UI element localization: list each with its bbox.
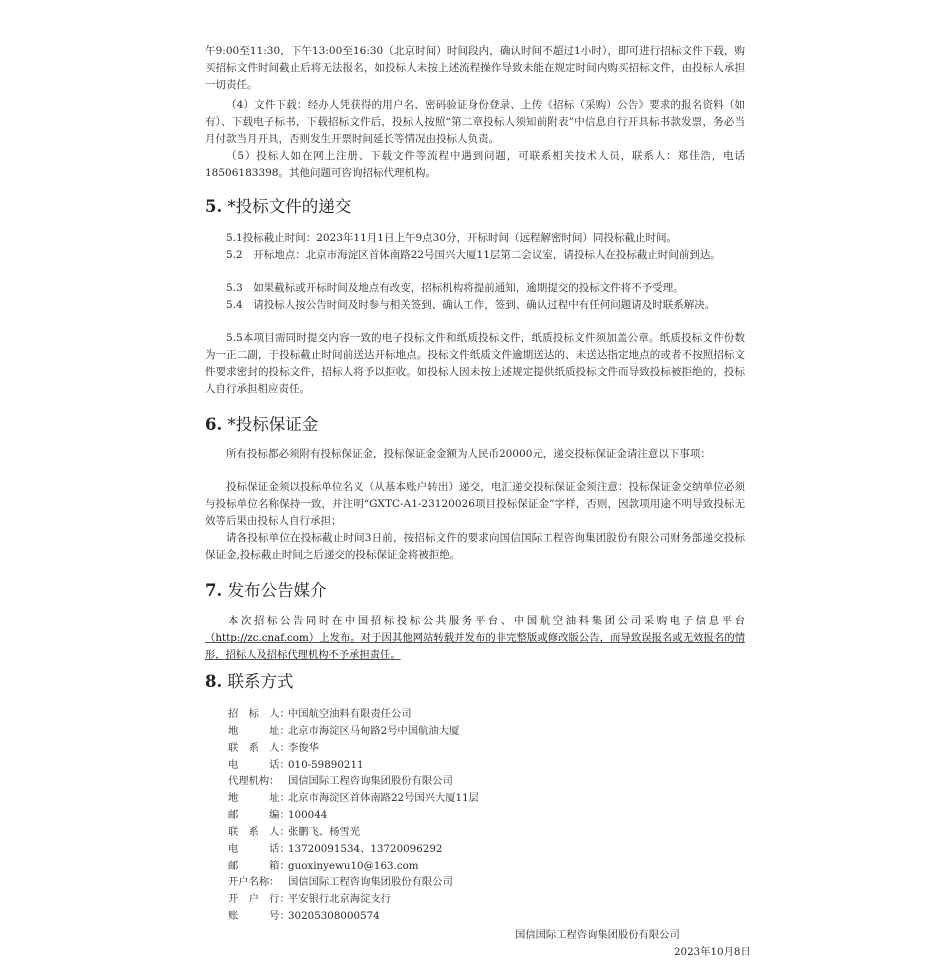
contact-row [228, 757, 479, 774]
contact-label: 邮 箱： [228, 859, 290, 872]
contact-row [228, 740, 479, 757]
section-5-title: *投标文件的递交 [227, 197, 352, 216]
contact-value: 30205308000574 [288, 910, 380, 923]
paragraph-7-media [205, 613, 745, 664]
paragraph-5-2: 5.2 开标地点：北京市海淀区首体南路22号国兴大厦11层第二会议室，请投标人在投标截止时间前到达。 [226, 249, 721, 261]
contact-value: 张鹏飞、杨雪光 [288, 825, 361, 838]
contact-label: 账 号： [228, 910, 290, 923]
media-disclaimer: 上发布。对于因其他网站转载并发布的非完整版或修改版公告，而导致误报名或无效报名的情形，招标人及招标代理机构不予承担责任。 [205, 632, 746, 661]
contact-label: 联 系 人： [228, 741, 290, 754]
contact-label: 联 系 人： [228, 825, 290, 838]
contact-list [228, 706, 479, 925]
section-7-title: 发布公告媒介 [227, 581, 327, 600]
contact-value: 13720091534、13720096292 [288, 842, 443, 855]
contact-row [228, 874, 479, 891]
contact-label: 地 址： [228, 724, 290, 737]
paragraph-6-transfer: 投标保证金须以投标单位名义（从基本账户转出）递交，电汇递交投标保证金须注意：投标保证金交纳单位必须与投标单位名称保持一致，并注明“GXTC-A1-23120026项目投标保证金”字样，否则，因款项用途不明导致投标无效等后果由投标人自行承担； [205, 481, 745, 527]
contact-value: 国信国际工程咨询集团股份有限公司 [288, 775, 453, 788]
contact-value: 北京市海淀区首体南路22号国兴大厦11层 [288, 792, 479, 805]
contact-row [228, 723, 479, 740]
section-8-title: 联系方式 [227, 672, 294, 691]
paragraph-file-download: （4）文件下载：经办人凭获得的用户名、密码验证身份登录、上传《招标（采购）公告》要求的报名资料（如有）、下载电子标书，下载招标文件后，投标人按照“第二章投标人须知前附表”中信息自行开具标书款发票，务必当月付款当月开具，否则发生开票时间延长等情况由投标人负责。 [205, 99, 745, 145]
contact-row [228, 807, 479, 824]
contact-label: 邮 编： [228, 809, 290, 822]
contact-row [228, 790, 479, 807]
contact-label: 电 话： [228, 758, 290, 771]
contact-value: 平安银行北京海淀支行 [288, 893, 391, 906]
paragraph-tech-support: （5）投标人如在网上注册、下载文件等流程中遇到问题，可联系相关技术人员，联系人：郑佳浩，电话18506183398。其他问题可咨询招标代理机构。 [205, 150, 745, 179]
contact-row [228, 891, 479, 908]
contact-label: 电 话： [228, 842, 290, 855]
section-6-number: 6. [205, 415, 223, 434]
contact-label: 代理机构： [228, 775, 280, 788]
media-platforms-text: 本次招标公告同时在中国招标投标公共服务平台、中国航空油料集团公司采购电子信息平台 [228, 615, 745, 627]
section-5-number: 5. [205, 197, 223, 216]
contact-value: 国信国际工程咨询集团股份有限公司 [288, 876, 453, 889]
section-7-heading [205, 580, 326, 602]
paragraph-5-4: 5.4 请投标人按公告时间及时参与相关签到、确认工作，签到、确认过程中有任何问题请及时联系解决。 [226, 299, 716, 311]
paragraph-5-3: 5.3 如果截标或开标时间及地点有改变，招标机构将提前通知，逾期提交的投标文件将不予受理。 [226, 282, 684, 294]
section-8-number: 8. [205, 672, 223, 691]
signature-date: 2023年10月8日 [674, 946, 751, 958]
paragraph-5-5: 5.5本项目需同时提交内容一致的电子投标文件和纸质投标文件，纸质投标文件须加盖公章。纸质投标文件份数为一正二副，于投标截止时间前送达开标地点。投标文件纸质文件逾期送达的、未送达指定地点的或者不按照招标文件要求密封的投标文件，招标人将予以拒收。如投标人因未按上述规定提供纸质投标文件而导致投标被拒绝的，投标人自行承担相应责任。 [205, 332, 745, 395]
contact-value: 李俊华 [288, 741, 319, 754]
paragraph-5-1: 5.1投标截止时间：2023年11月1日上午9点30分，开标时间（远程解密时间）同投标截止时间。 [226, 232, 678, 244]
contact-value: guoxinyewu10@163.com [288, 859, 419, 872]
media-url: （http://zc.cnaf.com） [205, 632, 320, 644]
paragraph-6-deadline: 请各投标单位在投标截止时间3日前，按招标文件的要求向国信国际工程咨询集团股份有限公司财务部递交投标保证金,投标截止时间之后递交的投标保证金将被拒绝。 [205, 532, 745, 561]
contact-row [228, 858, 479, 875]
contact-value: 北京市海淀区马甸路2号中国航油大厦 [288, 724, 460, 737]
contact-label: 开 户 行： [228, 893, 290, 906]
contact-value: 100044 [288, 809, 328, 822]
paragraph-6-deposit: 所有投标都必须附有投标保证金，投标保证金金额为人民币20000元，递交投标保证金请注意以下事项： [226, 448, 711, 460]
paragraph-download-time: 午9:00至11:30，下午13:00至16:30（北京时间）时间段内，确认时间不超过1小时），即可进行招标文件下载，购买招标文件时间截止后将无法报名，如投标人未按上述流程操作导致未能在规定时间内购买招标文件，由投标人承担一切责任。 [205, 45, 745, 91]
contact-label: 招 标 人： [228, 708, 290, 720]
contact-value: 中国航空油料有限责任公司 [288, 708, 412, 720]
contact-row [228, 773, 479, 790]
contact-label: 开户名称： [228, 876, 280, 889]
section-6-heading [205, 414, 318, 436]
contact-row [228, 908, 479, 925]
contact-row [228, 824, 479, 841]
contact-row [228, 841, 479, 858]
contact-label: 地 址： [228, 792, 290, 805]
section-7-number: 7. [205, 581, 223, 600]
contact-row [228, 706, 479, 723]
section-6-title: *投标保证金 [227, 415, 319, 434]
section-5-heading [205, 196, 351, 218]
contact-value: 010-59890211 [288, 758, 364, 771]
signature-company: 国信国际工程咨询集团股份有限公司 [515, 929, 680, 941]
section-8-heading [205, 671, 293, 693]
